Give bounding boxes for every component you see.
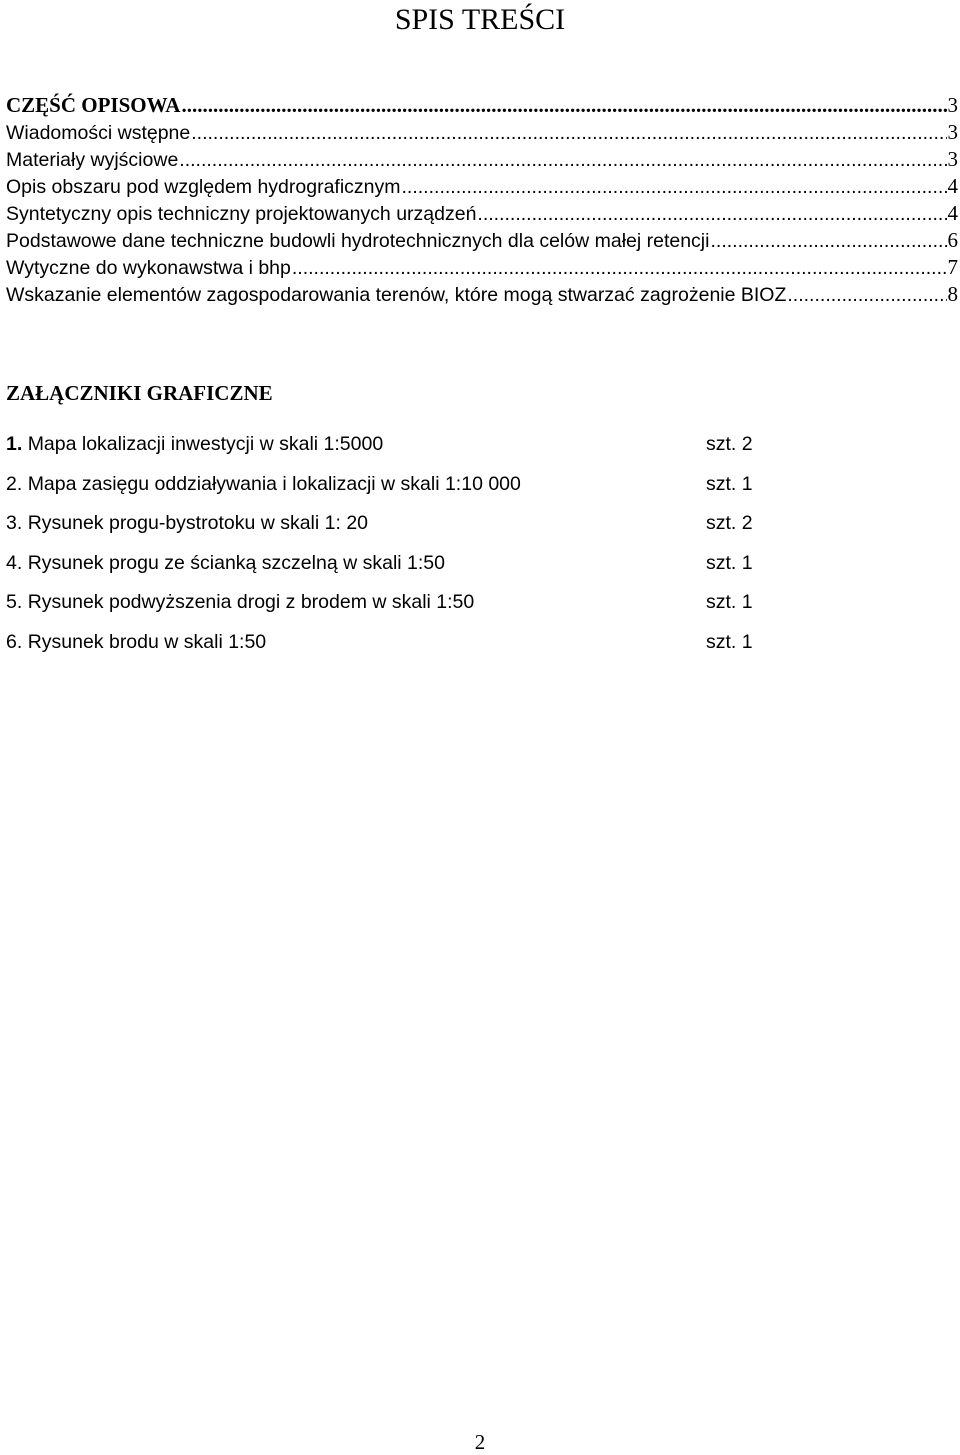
toc-leader-dots [179,147,946,174]
attachment-title: Rysunek progu ze ścianką szczelną w skali 1:50 [27,551,445,574]
attachment-item [6,430,906,470]
attachment-item [6,628,906,668]
toc-leader-dots [181,92,946,119]
toc-leader-dots [402,174,947,201]
toc-entry[interactable] [6,173,958,200]
toc-entry[interactable] [6,227,958,254]
attachment-number: 4. [6,551,28,574]
toc-entry-text: Wiadomości wstępne [6,122,191,144]
page-number: 2 [474,1430,486,1454]
toc-page-number: 6 [947,228,958,252]
toc-page-number: 4 [947,174,958,198]
toc-entry[interactable] [6,146,958,173]
toc-heading-text: CZĘŚĆ OPISOWA [6,93,181,117]
toc-leader-dots [787,282,946,309]
toc-entry[interactable] [6,200,958,227]
attachment-quantity: szt. 2 [706,512,753,534]
toc-page-number: 7 [947,255,958,279]
attachments-list [6,430,906,667]
attachments-heading: ZAŁĄCZNIKI GRAFICZNE [6,381,273,405]
toc-leader-dots [292,255,947,282]
attachment-title: Mapa lokalizacji inwestycji w skali 1:5000 [27,433,384,455]
toc-entry[interactable] [6,281,958,308]
attachment-quantity: szt. 1 [706,472,753,495]
toc-leader-dots [477,201,946,228]
toc-entry-text: Wytyczne do wykonawstwa i bhp [6,257,291,279]
attachment-number: 5. [6,591,28,613]
table-of-contents [6,92,958,308]
toc-leader-dots [710,228,946,255]
toc-page-number: 3 [947,120,958,144]
toc-entry-text: Wskazanie elementów zagospodarowania terenów, które mogą stwarzać zagrożenie BIOZ [6,284,787,306]
attachment-number: 1. [6,433,28,455]
toc-page-number: 3 [947,93,958,117]
toc-entry[interactable] [6,119,958,146]
attachment-number: 3. [6,512,28,534]
attachment-item [6,588,906,628]
attachment-quantity: szt. 1 [706,591,753,613]
page-title: SPIS TREŚCI [394,3,566,36]
toc-entry[interactable] [6,254,958,281]
toc-entry-text: Materiały wyjściowe [6,149,179,171]
toc-heading[interactable] [6,92,958,119]
attachment-item [6,470,906,510]
attachment-quantity: szt. 1 [706,551,753,574]
attachment-number: 2. [6,472,28,495]
toc-page-number: 8 [947,282,958,306]
toc-page-number: 3 [947,147,958,171]
attachment-title: Rysunek brodu w skali 1:50 [27,630,267,653]
attachment-number: 6. [6,630,28,653]
attachment-item [6,509,906,549]
toc-entry-text: Opis obszaru pod względem hydrograficznym [6,176,401,198]
attachment-quantity: szt. 2 [706,433,753,455]
toc-leader-dots [191,120,946,147]
attachment-quantity: szt. 1 [706,630,753,653]
toc-entry-text: Syntetyczny opis techniczny projektowanych urządzeń [6,203,477,225]
attachment-item [6,549,906,589]
attachment-title: Rysunek progu-bystrotoku w skali 1: 20 [27,512,369,534]
toc-entry-text: Podstawowe dane techniczne budowli hydrotechnicznych dla celów małej retencji [6,230,710,252]
attachment-title: Mapa zasięgu oddziaływania i lokalizacji w skali 1:10 000 [27,472,521,495]
toc-page-number: 4 [947,201,958,225]
attachment-title: Rysunek podwyższenia drogi z brodem w skali 1:50 [27,591,475,613]
